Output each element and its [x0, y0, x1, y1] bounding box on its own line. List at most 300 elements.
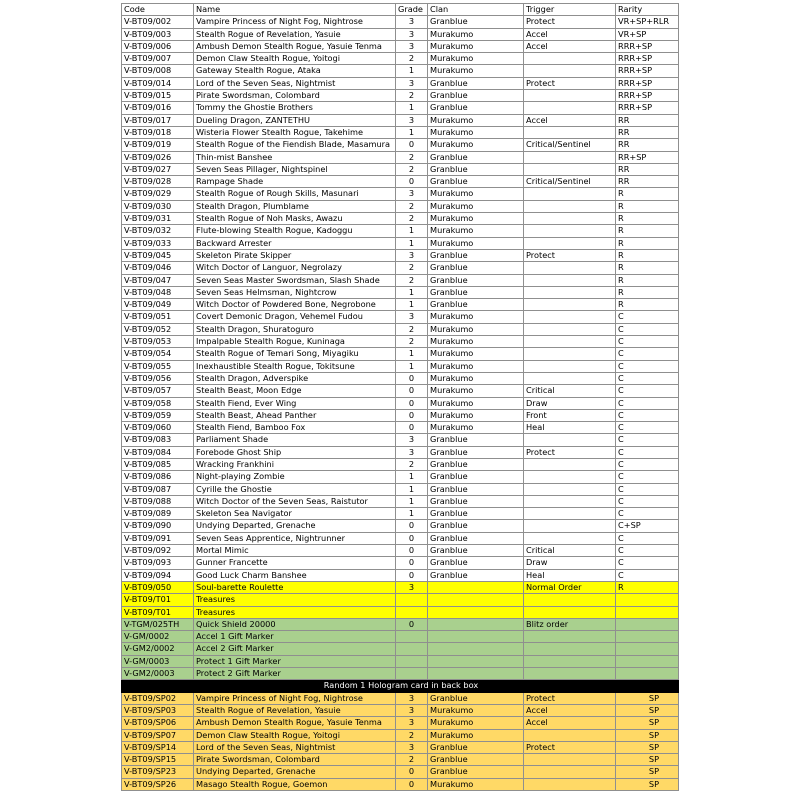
cell-clan: Murakumo — [428, 237, 524, 249]
card-row — [122, 237, 679, 249]
card-row — [122, 151, 679, 163]
cell-code: V-BT09/084 — [122, 446, 194, 458]
cell-rarity: C — [616, 471, 679, 483]
cell-grade: 2 — [396, 262, 428, 274]
cell-rarity: RR — [616, 114, 679, 126]
cell-code: V-BT09/051 — [122, 311, 194, 323]
cell-clan: Granblue — [428, 151, 524, 163]
header-grade: Grade — [396, 4, 428, 16]
cell-grade: 3 — [396, 434, 428, 446]
cell-code: V-BT09/089 — [122, 508, 194, 520]
cell-code: V-BT09/047 — [122, 274, 194, 286]
cell-code: V-BT09/059 — [122, 409, 194, 421]
cell-code: V-BT09/014 — [122, 77, 194, 89]
cell-name: Witch Doctor of Languor, Negrolazy — [194, 262, 396, 274]
cell-name: Undying Departed, Grenache — [194, 766, 396, 778]
cell-code: V-BT09/031 — [122, 213, 194, 225]
card-row — [122, 40, 679, 52]
card-row — [122, 225, 679, 237]
cell-name: Thin-mist Banshee — [194, 151, 396, 163]
cell-grade: 3 — [396, 717, 428, 729]
cell-code: V-BT09/SP02 — [122, 692, 194, 704]
cell-rarity: SP — [616, 704, 679, 716]
cell-clan — [428, 594, 524, 606]
cell-trigger: Draw — [524, 397, 616, 409]
cell-rarity: SP — [616, 729, 679, 741]
cell-grade — [396, 594, 428, 606]
card-row — [122, 249, 679, 261]
cell-grade — [396, 668, 428, 680]
card-row — [122, 299, 679, 311]
cell-code: V-BT09/T01 — [122, 606, 194, 618]
sp-row — [122, 692, 679, 704]
cell-grade: 1 — [396, 286, 428, 298]
cell-code: V-BT09/090 — [122, 520, 194, 532]
card-row — [122, 262, 679, 274]
cell-clan: Murakumo — [428, 717, 524, 729]
cell-rarity: C — [616, 458, 679, 470]
cell-grade: 2 — [396, 729, 428, 741]
cell-name: Skeleton Sea Navigator — [194, 508, 396, 520]
header-code: Code — [122, 4, 194, 16]
cell-rarity — [616, 643, 679, 655]
cell-code: V-BT09/SP06 — [122, 717, 194, 729]
cell-grade: 2 — [396, 90, 428, 102]
cell-name: Wracking Frankhini — [194, 458, 396, 470]
cell-name: Stealth Rogue of Rough Skills, Masunari — [194, 188, 396, 200]
card-row — [122, 336, 679, 348]
marker-row — [122, 668, 679, 680]
cell-clan: Granblue — [428, 569, 524, 581]
card-row — [122, 28, 679, 40]
cell-name: Protect 1 Gift Marker — [194, 655, 396, 667]
cell-code: V-BT09/046 — [122, 262, 194, 274]
cell-name: Accel 2 Gift Marker — [194, 643, 396, 655]
cell-code: V-BT09/030 — [122, 200, 194, 212]
cell-rarity: R — [616, 286, 679, 298]
cell-code: V-BT09/052 — [122, 323, 194, 335]
cell-trigger — [524, 323, 616, 335]
cell-clan — [428, 655, 524, 667]
cell-trigger: Blitz order — [524, 618, 616, 630]
cell-trigger — [524, 766, 616, 778]
cell-grade: 2 — [396, 754, 428, 766]
cell-clan: Granblue — [428, 16, 524, 28]
cell-rarity: R — [616, 225, 679, 237]
cell-clan: Granblue — [428, 471, 524, 483]
cell-trigger — [524, 65, 616, 77]
card-row — [122, 422, 679, 434]
cell-trigger: Protect — [524, 16, 616, 28]
cell-clan — [428, 581, 524, 593]
cell-trigger: Accel — [524, 40, 616, 52]
cell-clan: Murakumo — [428, 372, 524, 384]
card-row — [122, 65, 679, 77]
cell-name: Stealth Rogue of Revelation, Yasuie — [194, 704, 396, 716]
cell-grade: 3 — [396, 704, 428, 716]
cell-grade: 3 — [396, 16, 428, 28]
cell-name: Demon Claw Stealth Rogue, Yoitogi — [194, 53, 396, 65]
cell-name: Stealth Rogue of Temari Song, Miyagiku — [194, 348, 396, 360]
cell-name: Skeleton Pirate Skipper — [194, 249, 396, 261]
cell-clan: Murakumo — [428, 323, 524, 335]
cell-grade — [396, 631, 428, 643]
cell-rarity: C — [616, 397, 679, 409]
cell-grade: 2 — [396, 336, 428, 348]
cell-name: Stealth Fiend, Ever Wing — [194, 397, 396, 409]
cell-name: Treasures — [194, 594, 396, 606]
cell-rarity: C — [616, 336, 679, 348]
card-row — [122, 532, 679, 544]
cell-trigger — [524, 360, 616, 372]
cell-clan: Murakumo — [428, 397, 524, 409]
cell-grade: 3 — [396, 249, 428, 261]
cell-grade: 1 — [396, 508, 428, 520]
cell-trigger — [524, 163, 616, 175]
cell-rarity: SP — [616, 754, 679, 766]
cell-rarity: C — [616, 545, 679, 557]
cell-name: Protect 2 Gift Marker — [194, 668, 396, 680]
cell-clan: Granblue — [428, 545, 524, 557]
cell-grade: 3 — [396, 741, 428, 753]
cell-clan: Granblue — [428, 77, 524, 89]
header-rarity: Rarity — [616, 4, 679, 16]
cell-rarity: C — [616, 495, 679, 507]
cell-trigger — [524, 655, 616, 667]
cell-clan — [428, 643, 524, 655]
cell-code: V-BT09/045 — [122, 249, 194, 261]
card-row — [122, 114, 679, 126]
cell-trigger — [524, 471, 616, 483]
cell-trigger — [524, 434, 616, 446]
cell-trigger — [524, 237, 616, 249]
cell-rarity: C — [616, 483, 679, 495]
cell-rarity: VR+SP — [616, 28, 679, 40]
card-row — [122, 446, 679, 458]
card-row — [122, 102, 679, 114]
cell-rarity — [616, 631, 679, 643]
cell-code: V-BT09/015 — [122, 90, 194, 102]
card-row — [122, 139, 679, 151]
cell-grade: 0 — [396, 569, 428, 581]
cell-rarity: R — [616, 213, 679, 225]
cell-grade: 1 — [396, 495, 428, 507]
cell-code: V-BT09/T01 — [122, 594, 194, 606]
cell-rarity: SP — [616, 692, 679, 704]
cell-name: Ambush Demon Stealth Rogue, Yasuie Tenma — [194, 40, 396, 52]
cell-rarity: RRR+SP — [616, 65, 679, 77]
card-list-body — [122, 4, 679, 791]
cell-name: Mortal Mimic — [194, 545, 396, 557]
cell-rarity: C — [616, 508, 679, 520]
cell-clan: Murakumo — [428, 225, 524, 237]
card-row — [122, 483, 679, 495]
cell-name: Seven Seas Pillager, Nightspinel — [194, 163, 396, 175]
cell-name: Stealth Rogue of Revelation, Yasuie — [194, 28, 396, 40]
cell-code: V-BT09/SP07 — [122, 729, 194, 741]
cell-code: V-BT09/017 — [122, 114, 194, 126]
cell-grade: 0 — [396, 618, 428, 630]
cell-trigger: Accel — [524, 704, 616, 716]
cell-clan: Granblue — [428, 754, 524, 766]
cell-clan: Murakumo — [428, 409, 524, 421]
cell-clan: Murakumo — [428, 139, 524, 151]
cell-code: V-BT09/049 — [122, 299, 194, 311]
cell-grade — [396, 655, 428, 667]
marker-row — [122, 643, 679, 655]
cell-name: Seven Seas Helmsman, Nightcrow — [194, 286, 396, 298]
cell-code: V-BT09/016 — [122, 102, 194, 114]
cell-clan: Granblue — [428, 495, 524, 507]
cell-rarity: C — [616, 446, 679, 458]
cell-trigger — [524, 299, 616, 311]
cell-grade: 3 — [396, 446, 428, 458]
cell-grade: 0 — [396, 397, 428, 409]
cell-trigger: Critical — [524, 385, 616, 397]
cell-code: V-BT09/055 — [122, 360, 194, 372]
cell-grade: 3 — [396, 40, 428, 52]
cell-code: V-BT09/SP23 — [122, 766, 194, 778]
card-row — [122, 557, 679, 569]
cell-clan: Murakumo — [428, 360, 524, 372]
cell-code: V-BT09/048 — [122, 286, 194, 298]
cell-trigger — [524, 213, 616, 225]
cell-name: Stealth Dragon, Shuratoguro — [194, 323, 396, 335]
cell-clan: Murakumo — [428, 422, 524, 434]
card-row — [122, 520, 679, 532]
header-trigger: Trigger — [524, 4, 616, 16]
cell-trigger — [524, 631, 616, 643]
cell-grade: 2 — [396, 274, 428, 286]
cell-grade: 0 — [396, 409, 428, 421]
cell-rarity: RRR+SP — [616, 40, 679, 52]
cell-code: V-BT09/033 — [122, 237, 194, 249]
cell-rarity — [616, 655, 679, 667]
cell-name: Seven Seas Master Swordsman, Slash Shade — [194, 274, 396, 286]
cell-clan: Granblue — [428, 299, 524, 311]
cell-name: Inexhaustible Stealth Rogue, Tokitsune — [194, 360, 396, 372]
cell-grade: 3 — [396, 581, 428, 593]
cell-rarity: C — [616, 569, 679, 581]
cell-name: Stealth Dragon, Adverspike — [194, 372, 396, 384]
cell-grade: 1 — [396, 102, 428, 114]
cell-clan: Granblue — [428, 90, 524, 102]
cell-grade: 2 — [396, 151, 428, 163]
cell-clan: Murakumo — [428, 188, 524, 200]
cell-name: Pirate Swordsman, Colombard — [194, 754, 396, 766]
cell-code: V-BT09/SP26 — [122, 778, 194, 790]
sp-row — [122, 741, 679, 753]
cell-clan: Granblue — [428, 557, 524, 569]
cell-trigger — [524, 151, 616, 163]
cell-clan: Murakumo — [428, 65, 524, 77]
card-row — [122, 163, 679, 175]
cell-clan: Granblue — [428, 483, 524, 495]
cell-trigger — [524, 778, 616, 790]
cell-grade: 0 — [396, 557, 428, 569]
cell-clan: Murakumo — [428, 778, 524, 790]
cell-grade: 0 — [396, 372, 428, 384]
cell-rarity: RR — [616, 139, 679, 151]
yellow-row — [122, 594, 679, 606]
card-row — [122, 508, 679, 520]
cell-trigger: Draw — [524, 557, 616, 569]
cell-code: V-BT09/006 — [122, 40, 194, 52]
card-row — [122, 126, 679, 138]
cell-rarity: R — [616, 581, 679, 593]
cell-code: V-BT09/092 — [122, 545, 194, 557]
card-row — [122, 397, 679, 409]
cell-name: Quick Shield 20000 — [194, 618, 396, 630]
card-row — [122, 495, 679, 507]
cell-grade — [396, 606, 428, 618]
cell-clan: Murakumo — [428, 311, 524, 323]
cell-rarity: VR+SP+RLR — [616, 16, 679, 28]
cell-name: Pirate Swordsman, Colombard — [194, 90, 396, 102]
cell-trigger: Accel — [524, 114, 616, 126]
cell-trigger — [524, 102, 616, 114]
header-clan: Clan — [428, 4, 524, 16]
cell-clan: Murakumo — [428, 704, 524, 716]
sp-row — [122, 754, 679, 766]
cell-grade: 3 — [396, 77, 428, 89]
cell-trigger — [524, 274, 616, 286]
cell-clan: Granblue — [428, 163, 524, 175]
cell-grade: 1 — [396, 65, 428, 77]
card-row — [122, 311, 679, 323]
cell-code: V-BT09/083 — [122, 434, 194, 446]
card-row — [122, 372, 679, 384]
hologram-banner: Random 1 Hologram card in back box — [122, 680, 679, 692]
cell-rarity — [616, 668, 679, 680]
cell-trigger — [524, 668, 616, 680]
marker-row — [122, 631, 679, 643]
cell-rarity: SP — [616, 766, 679, 778]
cell-name: Covert Demonic Dragon, Vehemel Fudou — [194, 311, 396, 323]
cell-grade: 3 — [396, 692, 428, 704]
cell-code: V-BT09/054 — [122, 348, 194, 360]
cell-clan: Granblue — [428, 741, 524, 753]
hologram-banner-row — [122, 680, 679, 692]
cell-trigger: Protect — [524, 446, 616, 458]
cell-grade: 3 — [396, 188, 428, 200]
cell-code: V-BT09/SP03 — [122, 704, 194, 716]
cell-trigger: Protect — [524, 77, 616, 89]
cell-grade: 1 — [396, 471, 428, 483]
cell-code: V-BT09/032 — [122, 225, 194, 237]
cell-name: Vampire Princess of Night Fog, Nightrose — [194, 16, 396, 28]
cell-code: V-BT09/087 — [122, 483, 194, 495]
cell-name: Night-playing Zombie — [194, 471, 396, 483]
card-row — [122, 458, 679, 470]
cell-grade: 3 — [396, 114, 428, 126]
cell-clan: Murakumo — [428, 126, 524, 138]
cell-code: V-BT09/008 — [122, 65, 194, 77]
cell-trigger — [524, 729, 616, 741]
cell-clan: Granblue — [428, 446, 524, 458]
cell-trigger — [524, 606, 616, 618]
cell-grade: 2 — [396, 200, 428, 212]
card-row — [122, 348, 679, 360]
cell-trigger — [524, 286, 616, 298]
cell-trigger — [524, 225, 616, 237]
cell-rarity: RRR+SP — [616, 77, 679, 89]
card-row — [122, 323, 679, 335]
cell-trigger: Heal — [524, 422, 616, 434]
cell-grade: 0 — [396, 778, 428, 790]
cell-rarity: RR — [616, 126, 679, 138]
cell-trigger — [524, 483, 616, 495]
cell-rarity: C — [616, 348, 679, 360]
cell-name: Stealth Dragon, Plumblame — [194, 200, 396, 212]
cell-trigger — [524, 311, 616, 323]
cell-clan: Granblue — [428, 458, 524, 470]
cell-clan — [428, 618, 524, 630]
cell-clan: Murakumo — [428, 53, 524, 65]
cell-rarity: R — [616, 262, 679, 274]
cell-grade: 0 — [396, 385, 428, 397]
cell-name: Cyrille the Ghostie — [194, 483, 396, 495]
cell-rarity: C — [616, 385, 679, 397]
cell-name: Good Luck Charm Banshee — [194, 569, 396, 581]
cell-clan: Granblue — [428, 692, 524, 704]
card-row — [122, 569, 679, 581]
cell-code: V-BT09/019 — [122, 139, 194, 151]
cell-clan: Granblue — [428, 520, 524, 532]
cell-code: V-BT09/085 — [122, 458, 194, 470]
cell-trigger: Critical/Sentinel — [524, 139, 616, 151]
cell-trigger — [524, 643, 616, 655]
cell-grade: 1 — [396, 299, 428, 311]
cell-trigger: Front — [524, 409, 616, 421]
cell-name: Undying Departed, Grenache — [194, 520, 396, 532]
cell-trigger — [524, 372, 616, 384]
cell-trigger — [524, 348, 616, 360]
cell-clan: Granblue — [428, 532, 524, 544]
card-row — [122, 90, 679, 102]
cell-code: V-BT09/060 — [122, 422, 194, 434]
cell-name: Impalpable Stealth Rogue, Kuninaga — [194, 336, 396, 348]
cell-rarity: RR+SP — [616, 151, 679, 163]
cell-clan: Granblue — [428, 508, 524, 520]
cell-trigger — [524, 90, 616, 102]
cell-trigger — [524, 188, 616, 200]
cell-clan: Granblue — [428, 766, 524, 778]
cell-grade: 0 — [396, 422, 428, 434]
cell-grade: 2 — [396, 323, 428, 335]
cell-name: Lord of the Seven Seas, Nightmist — [194, 77, 396, 89]
cell-rarity: C — [616, 323, 679, 335]
cell-name: Backward Arrester — [194, 237, 396, 249]
cell-clan: Granblue — [428, 434, 524, 446]
card-row — [122, 53, 679, 65]
cell-grade: 3 — [396, 28, 428, 40]
card-row — [122, 200, 679, 212]
cell-trigger — [524, 458, 616, 470]
cell-code: V-BT09/057 — [122, 385, 194, 397]
cell-rarity: R — [616, 237, 679, 249]
card-row — [122, 471, 679, 483]
cell-code: V-BT09/094 — [122, 569, 194, 581]
cell-grade: 1 — [396, 348, 428, 360]
cell-grade: 2 — [396, 458, 428, 470]
cell-clan — [428, 606, 524, 618]
cell-code: V-GM/0003 — [122, 655, 194, 667]
cell-clan: Granblue — [428, 274, 524, 286]
marker-row — [122, 618, 679, 630]
cell-name: Flute-blowing Stealth Rogue, Kadoggu — [194, 225, 396, 237]
cell-grade — [396, 643, 428, 655]
